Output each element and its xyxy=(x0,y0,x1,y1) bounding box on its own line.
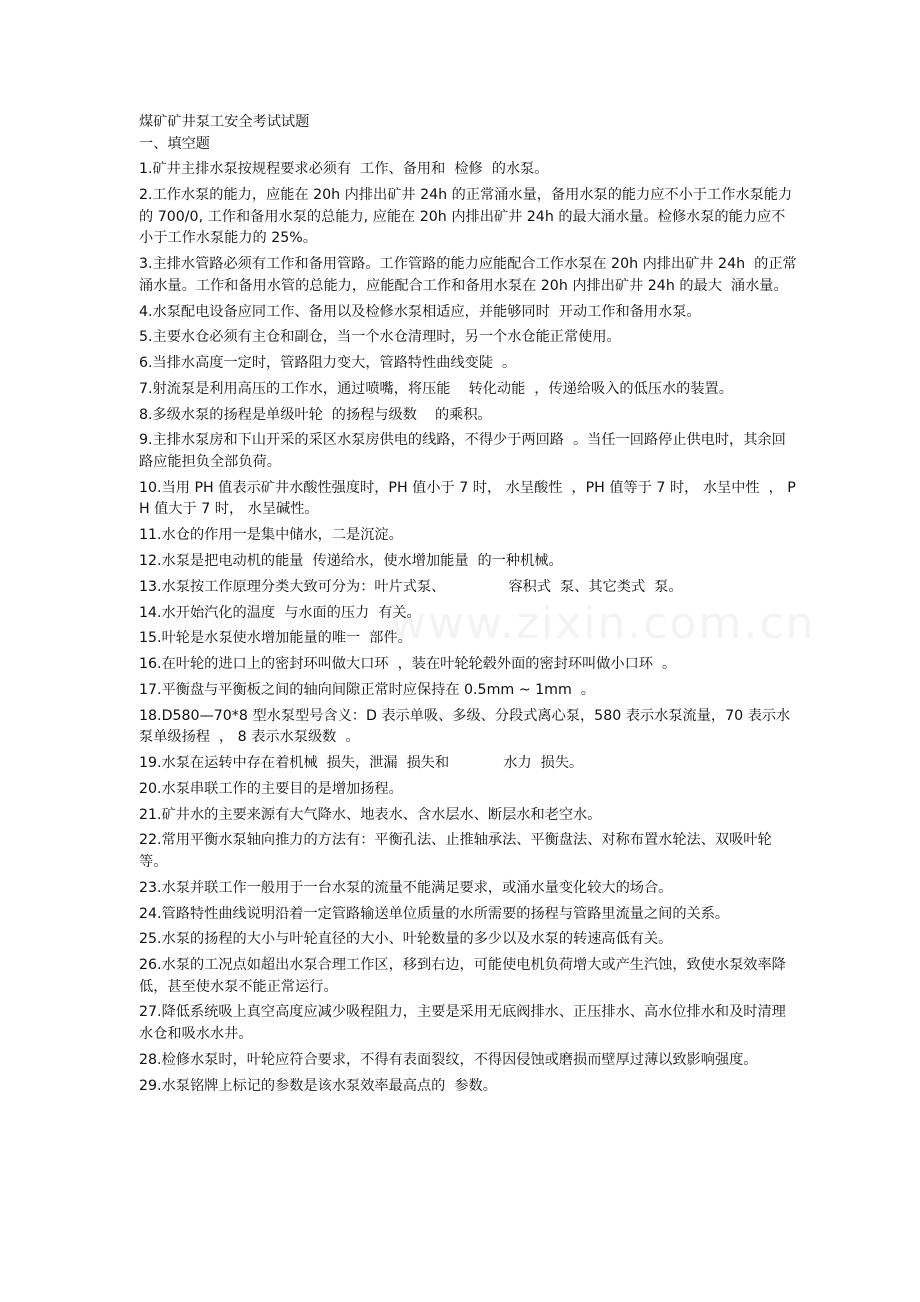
question-item: 25.水泵的扬程的大小与叶轮直径的大小、叶轮数量的多少以及水泵的转速高低有关。 xyxy=(139,931,673,948)
question-item: 2.工作水泵的能力，应能在 20h 内排出矿井 24h 的正常涌水量，备用水泵的能力应不小于工作水泵能力的 700/0, 工作和备用水泵的总能力, 应能在 20h 内排出矿井 24h 的最大涌水量。检修水泵的能力应不小于工作水泵能力的 25%。 xyxy=(139,187,793,247)
watermark: www.zixin.com.cn xyxy=(390,598,816,649)
question-item: 9.主排水泵房和下山开采的采区水泵房供电的线路，不得少于两回路 。当任一回路停止供电时，其余回路应能担负全部负荷。 xyxy=(139,432,786,470)
document-body xyxy=(139,112,799,1101)
question-item: 19.水泵在运转中存在着机械 损失，泄漏 损失和 水力 损失。 xyxy=(139,755,584,771)
question-item: 14.水开始汽化的温度 与水面的压力 有关。 xyxy=(139,604,421,621)
question-item: 6.当排水高度一定时，管路阻力变大，管路特性曲线变陡 。 xyxy=(139,355,517,372)
question-item: 26.水泵的工况点如超出水泵合理工作区，移到右边，可能使电机负荷增大或产生汽蚀，致使水泵效率降低，甚至使水泵不能正常运行。 xyxy=(139,957,786,995)
question-item: 13.水泵按工作原理分类大致可分为：叶片式泵、 容积式 泵、其它类式 泵。 xyxy=(139,578,683,595)
question-item: 11.水仓的作用一是集中储水，二是沉淀。 xyxy=(139,527,403,544)
question-item: 23.水泵并联工作一般用于一台水泵的流量不能满足要求，或涌水量变化较大的场合。 xyxy=(139,879,673,896)
document-title: 煤矿矿井泵工安全考试试题 xyxy=(139,114,310,130)
question-item: 18.D580—70*8 型水泵型号含义：D 表示单吸、多级、分段式离心泵，580 表示水泵流量，70 表示水泵单级扬程 ， 8 表示水泵级数 。 xyxy=(139,707,791,746)
question-item: 8.多级水泵的扬程是单级叶轮 的扬程与级数 的乘积。 xyxy=(139,406,492,423)
question-item: 17.平衡盘与平衡板之间的轴向间隙正常时应保持在 0.5mm ~ 1mm 。 xyxy=(139,681,595,698)
question-item: 3.主排水管路必须有工作和备用管路。工作管路的能力应能配合工作水泵在 20h 内排出矿井 24h 的正常涌水量。工作和备用水管的总能力，应能配合工作和备用水泵在 20h 内排出矿井 24h 的最大 涌水量。 xyxy=(139,256,797,294)
question-item: 28.检修水泵时，叶轮应符合要求，不得有表面裂纹，不得因侵蚀或磨损而壁厚过薄以致影响强度。 xyxy=(139,1051,758,1068)
question-item: 4.水泵配电设备应同工作、备用以及检修水泵相适应，并能够同时 开动工作和备用水泵。 xyxy=(139,303,701,320)
section-heading: 一、填空题 xyxy=(139,135,210,152)
question-item: 24.管路特性曲线说明沿着一定管路输送单位质量的水所需要的扬程与管路里流量之间的关系。 xyxy=(139,905,730,922)
question-item: 5.主要水仓必须有主仓和副仓，当一个水仓清理时，另一个水仓能正常使用。 xyxy=(139,329,621,346)
question-item: 27.降低系统吸上真空高度应减少吸程阻力，主要是采用无底阀排水、正压排水、高水位排水和及时清理水仓和吸水水井。 xyxy=(139,1004,786,1043)
question-item: 20.水泵串联工作的主要目的是增加扬程。 xyxy=(139,780,403,797)
question-item: 15.叶轮是水泵使水增加能量的唯一 部件。 xyxy=(139,630,412,647)
question-item: 29.水泵铭牌上标记的参数是该水泵效率最高点的 参数。 xyxy=(139,1077,497,1094)
question-item: 16.在叶轮的进口上的密封环叫做大口环 ，装在叶轮轮毂外面的密封环叫做小口环 。 xyxy=(139,656,677,673)
question-item: 7.射流泵是利用高压的工作水，通过喷嘴，将压能 转化动能 ，传递给吸入的低压水的装置。 xyxy=(139,380,733,397)
question-item: 21.矿井水的主要来源有大气降水、地表水、含水层水、断层水和老空水。 xyxy=(139,806,602,823)
question-item: 22.常用平衡水泵轴向推力的方法有：平衡孔法、止推轴承法、平衡盘法、对称布置水轮法、双吸叶轮等。 xyxy=(139,832,772,870)
question-item: 1.矿井主排水泵按规程要求必须有 工作、备用和 检修 的水泵。 xyxy=(139,161,549,178)
question-item: 12.水泵是把电动机的能量 传递给水，使水增加能量 的一种机械。 xyxy=(139,552,563,569)
question-item: 10.当用 PH 值表示矿井水酸性强度时，PH 值小于 7 时， 水呈酸性 ，PH 值等于 7 时， 水呈中性 ， PH 值大于 7 时， 水呈碱性。 xyxy=(139,479,796,518)
